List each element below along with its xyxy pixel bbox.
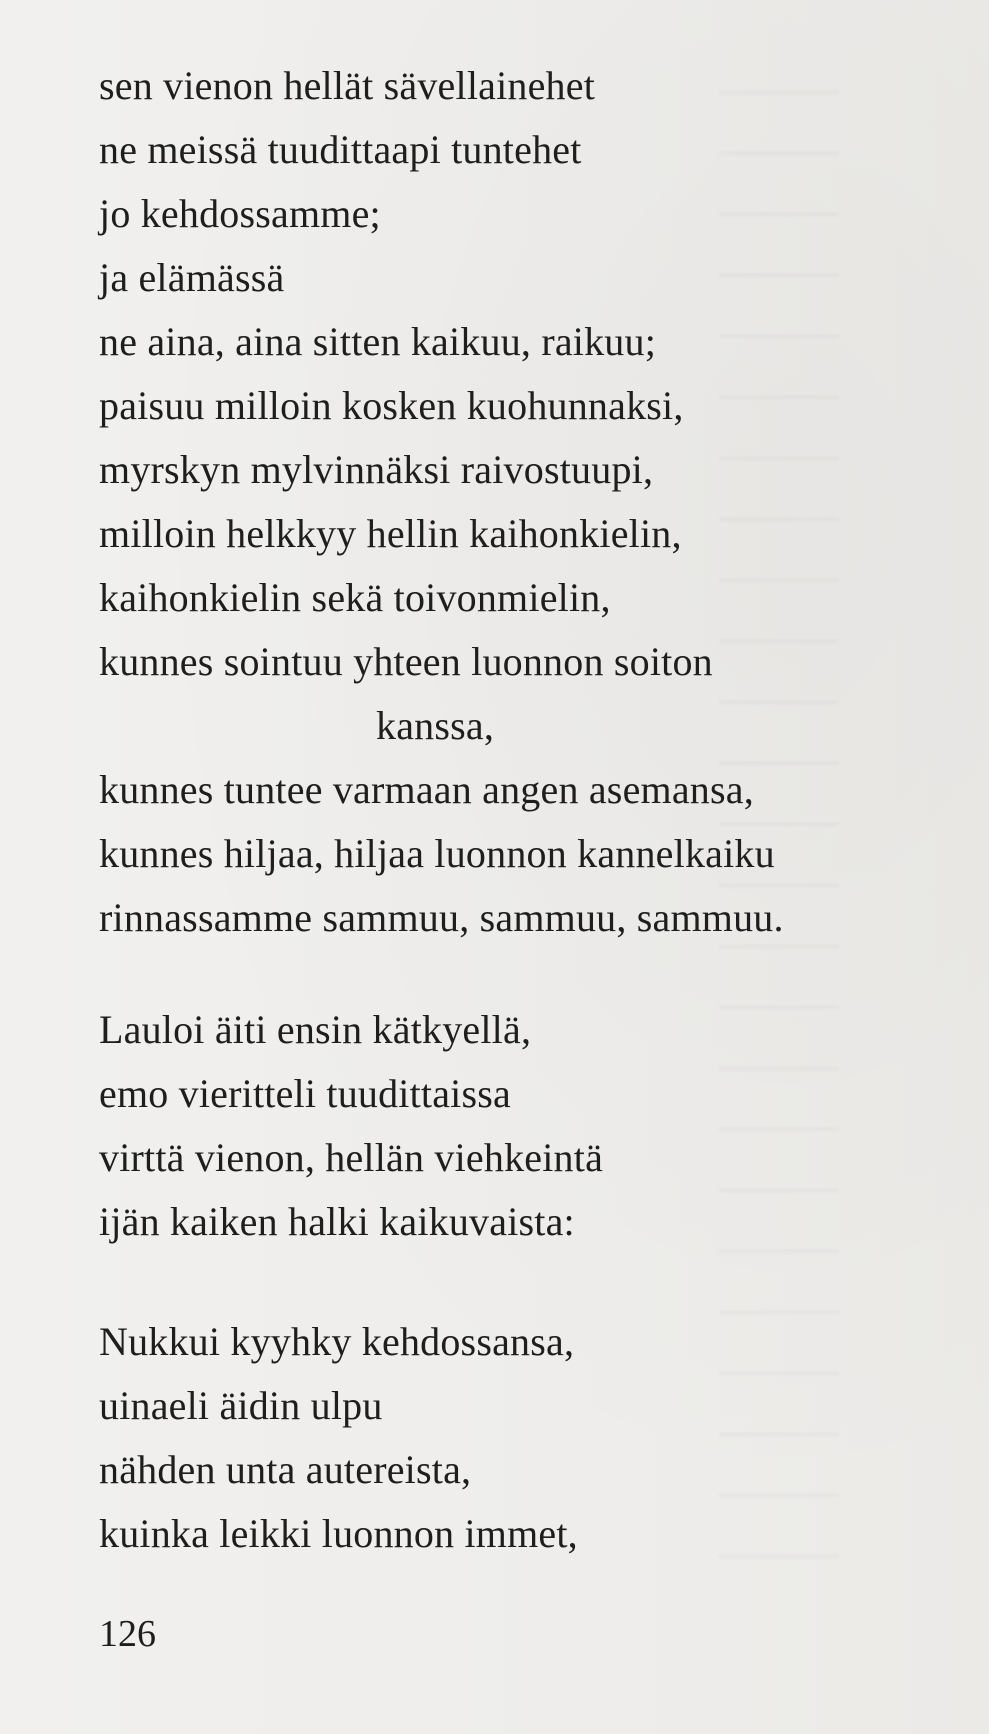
poem-line: emo vieritteli tuudittaissa [99,1071,511,1116]
poem-line: myrskyn mylvinnäksi raivostuupi, [99,447,654,492]
poem-line: nähden unta autereista, [99,1447,472,1492]
poem-line: rinnassamme sammuu, sammuu, sammuu. [99,895,784,940]
poem-line: ijän kaiken halki kaikuvaista: [99,1199,575,1244]
poem-line: uinaeli äidin ulpu [99,1383,383,1428]
poem-line: kunnes sointuu yhteen luonnon soiton [99,639,713,684]
poem-line: kaihonkielin sekä toivonmielin, [99,575,611,620]
poem-line: kunnes hiljaa, hiljaa luonnon kannelkaiku [99,831,775,876]
poem-line: kunnes tuntee varmaan angen asemansa, [99,767,754,812]
poem-line: virttä vienon, hellän viehkeintä [99,1135,604,1180]
poem-line: paisuu milloin kosken kuohunnaksi, [99,383,684,428]
poem-line: kuinka leikki luonnon immet, [99,1511,578,1556]
poem-line: ne aina, aina sitten kaikuu, raikuu; [99,319,657,364]
poem-line: jo kehdossamme; [99,191,381,236]
poem-line: milloin helkkyy hellin kaihonkielin, [99,511,682,556]
poem-line-indented: kanssa, [376,703,495,748]
poem-line: sen vienon hellät sävellainehet [99,63,596,108]
poem-line: ne meissä tuudittaapi tuntehet [99,127,582,172]
page-number: 126 [99,1613,156,1655]
poem-line: ja elämässä [99,255,285,300]
poem-line: Nukkui kyyhky kehdossansa, [99,1319,575,1364]
poem-line: Lauloi äiti ensin kätkyellä, [99,1007,532,1052]
